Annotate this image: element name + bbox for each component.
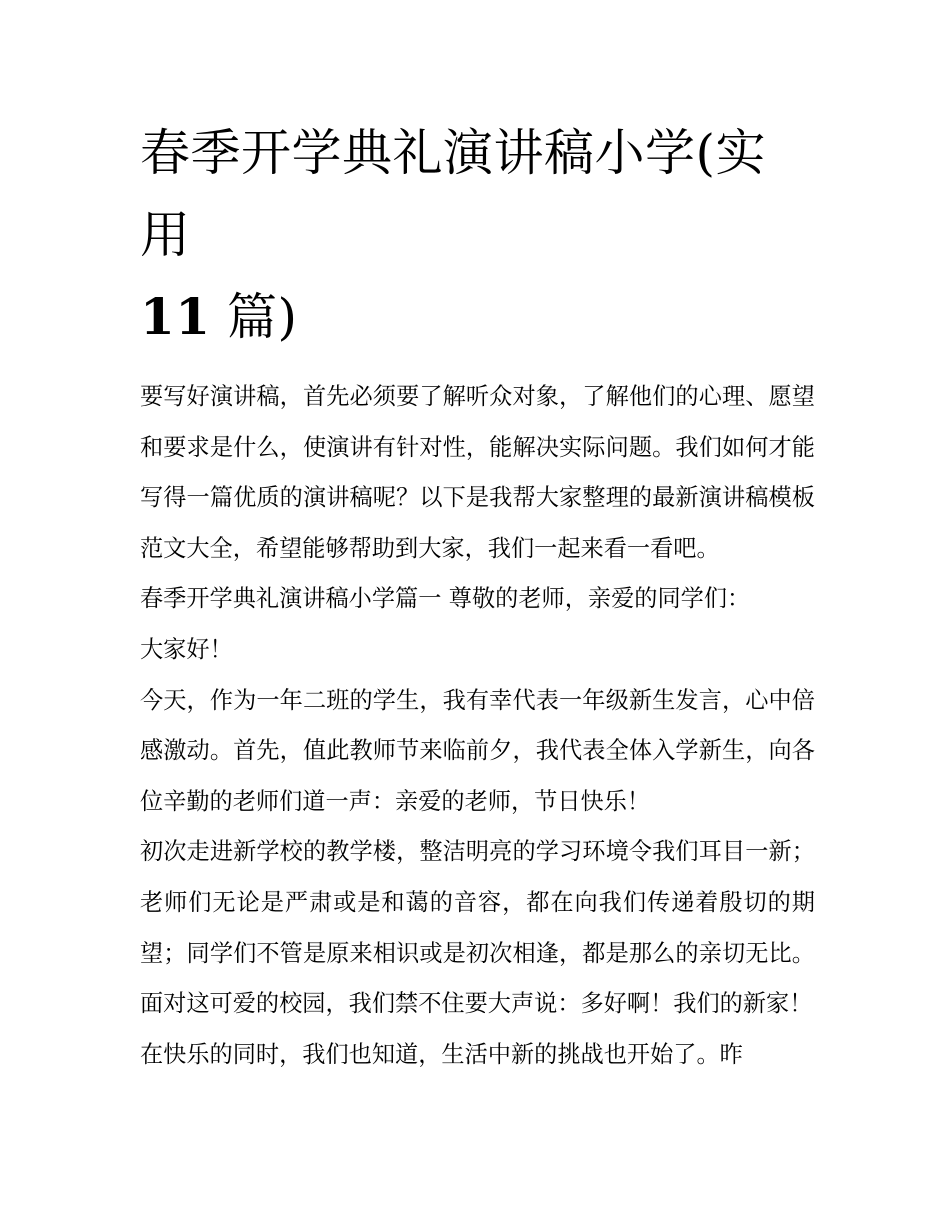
document-body	[140, 372, 815, 1080]
body-paragraph: 今天，作为一年二班的学生，我有幸代表一年级新生发言，心中倍感激动。首先，值此教师节来临前夕，我代表全体入学新生，向各位辛勤的老师们道一声：亲爱的老师，节日快乐！	[140, 686, 815, 815]
title-suffix: 篇)	[227, 288, 298, 346]
body-paragraph: 在快乐的同时，我们也知道，生活中新的挑战也开始了。昨	[140, 1040, 743, 1068]
document-page	[140, 112, 815, 1080]
body-paragraph: 初次走进新学校的教学楼，整洁明亮的学习环境令我们耳目一新；老师们无论是严肃或是和蔼的音容，都在向我们传递着殷切的期望；同学们不管是原来相识或是初次相逢，都是那么的亲切无比。面对这可爱的校园，我们禁不住要大声说：多好啊！我们的新家！	[140, 838, 815, 1018]
section-heading-paragraph: 春季开学典礼演讲稿小学篇一 尊敬的老师，亲爱的同学们：	[140, 585, 751, 613]
document-title	[140, 112, 815, 358]
intro-paragraph: 要写好演讲稿，首先必须要了解听众对象，了解他们的心理、愿望和要求是什么，使演讲有针对性，能解决实际问题。我们如何才能写得一篇优质的演讲稿呢？以下是我帮大家整理的最新演讲稿模板范文大全，希望能够帮助到大家，我们一起来看一看吧。	[140, 383, 815, 562]
title-number: 11	[140, 287, 211, 346]
greeting-paragraph: 大家好！	[140, 635, 233, 663]
title-prefix: 春季开学典礼演讲稿小学(实用	[140, 124, 767, 264]
